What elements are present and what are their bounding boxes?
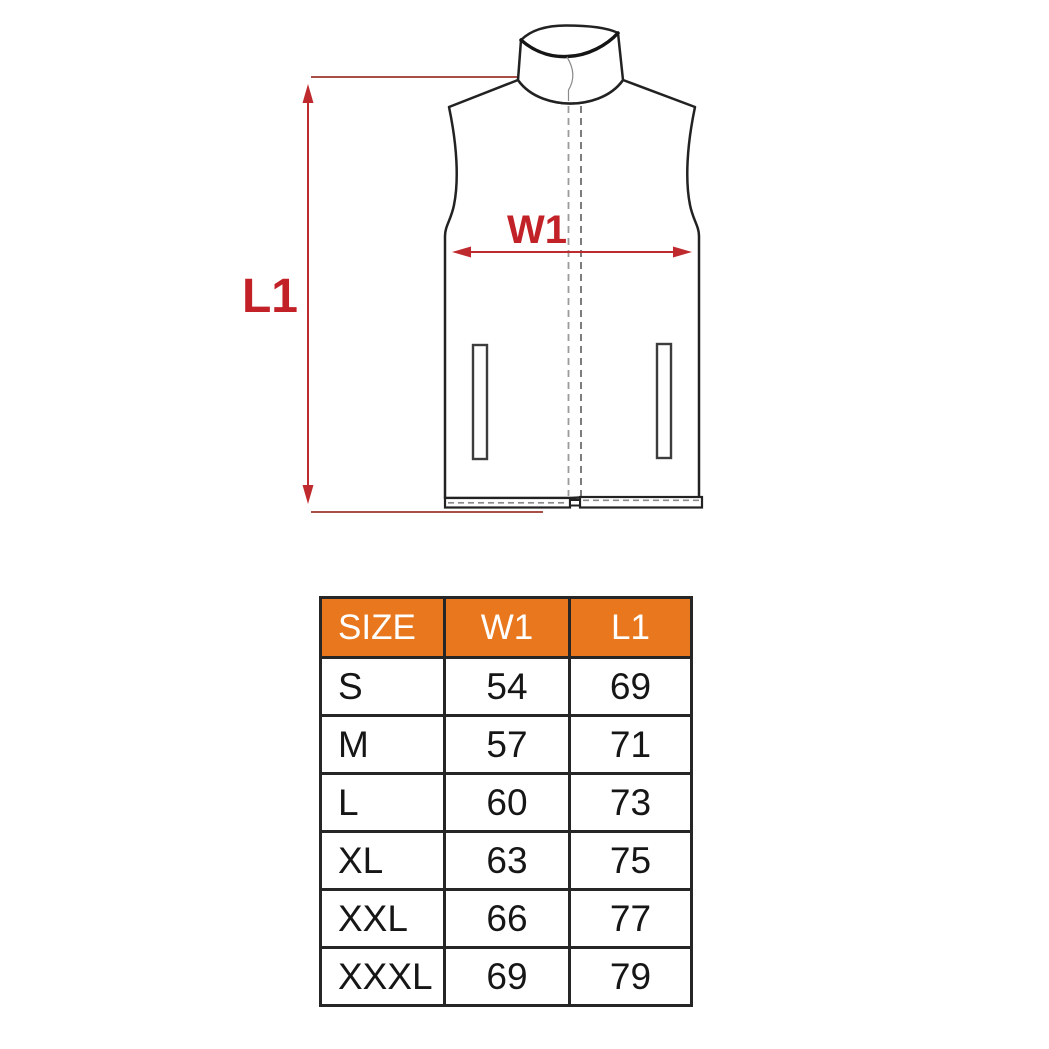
pocket-left [473, 345, 487, 459]
l1-arrowhead-up [303, 84, 314, 103]
zipper-bottom-stop [570, 500, 580, 506]
l1-arrowhead-down [303, 485, 314, 504]
l1-cell: 71 [570, 716, 692, 774]
size-table-row [321, 832, 692, 890]
header-l1: L1 [570, 598, 692, 658]
header-size: SIZE [321, 598, 445, 658]
w1-cell: 60 [445, 774, 570, 832]
hem-band-right [580, 497, 702, 508]
l1-cell: 69 [570, 658, 692, 716]
size-table-body [321, 658, 692, 1006]
w1-label: W1 [507, 208, 567, 252]
size-table-row [321, 774, 692, 832]
size-cell: XXL [321, 890, 445, 948]
w1-cell: 54 [445, 658, 570, 716]
pocket-right [657, 344, 671, 458]
l1-cell: 79 [570, 948, 692, 1006]
size-cell: L [321, 774, 445, 832]
l1-cell: 73 [570, 774, 692, 832]
w1-cell: 66 [445, 890, 570, 948]
size-table-row [321, 890, 692, 948]
size-cell: XXXL [321, 948, 445, 1006]
l1-cell: 77 [570, 890, 692, 948]
size-cell: S [321, 658, 445, 716]
w1-cell: 69 [445, 948, 570, 1006]
size-cell: XL [321, 832, 445, 890]
size-table-row [321, 716, 692, 774]
l1-cell: 75 [570, 832, 692, 890]
w1-cell: 57 [445, 716, 570, 774]
size-table-row [321, 658, 692, 716]
l1-label: L1 [241, 270, 299, 323]
size-table-header-row [321, 598, 692, 658]
size-cell: M [321, 716, 445, 774]
header-w1: W1 [445, 598, 570, 658]
size-table-row [321, 948, 692, 1006]
w1-cell: 63 [445, 832, 570, 890]
size-table [319, 596, 693, 1007]
